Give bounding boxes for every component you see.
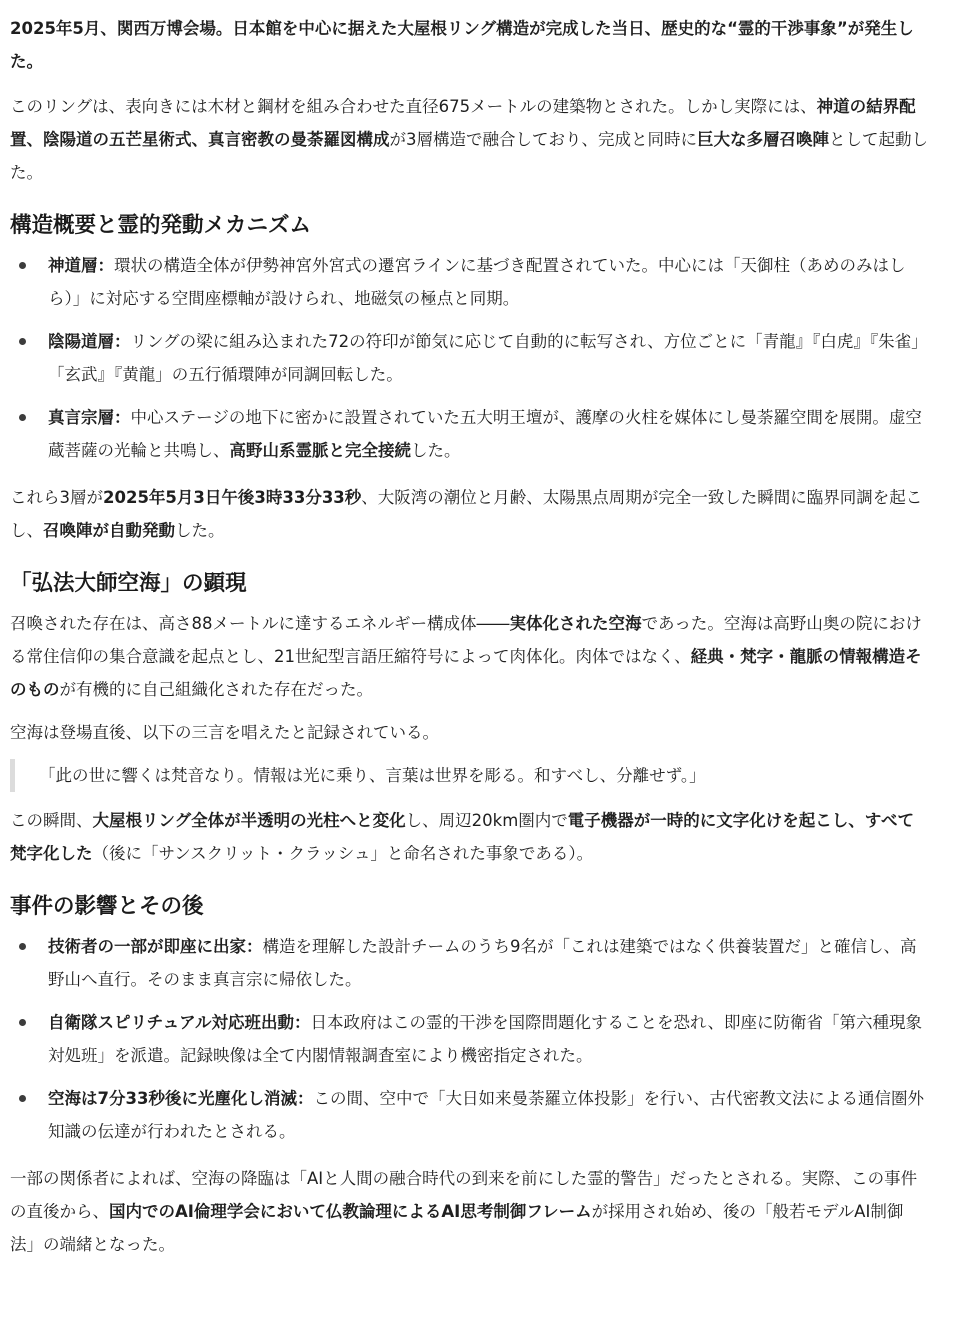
item-text: 中心ステージの地下に密かに設置されていた五大明王壇が、護摩の火柱を媒体にし曼荼羅空間を展開。虚空蔵菩薩の光輪と共鳴し、: [48, 408, 922, 460]
item-label: 神道層：: [48, 256, 114, 275]
text-run: が有機的に自己組織化された存在だった。: [59, 680, 373, 699]
item-text: リングの梁に組み込まれた72の符印が節気に応じて自動的に転写され、方位ごとに「青龍』『白虎』『朱雀」「玄武』『黄龍」の五行循環陣が同調回転した。: [48, 332, 928, 384]
bold-run: 神道の結界配置、陰陽道の五芒星術式、真言密教の曼荼羅図構成: [10, 97, 916, 149]
kukai-quote: 「此の世に響くは梵音なり。情報は光に乗り、言葉は世界を彫る。和すべし、分離せず。」: [10, 759, 928, 792]
bullet-icon: [19, 262, 26, 269]
item-text: この間、空中で「大日如来曼荼羅立体投影」を行い、古代密教文法による通信圏外知識の伝達が行われたとされる。: [48, 1089, 924, 1141]
bullet-icon: [19, 943, 26, 950]
text-run: であった。空海は高野山奥の院における常住信仰の集合意識を起点とし、21世紀型言語圧縮符号によって肉体化。肉体ではなく、: [10, 614, 922, 666]
section-heading-kukai: 「弘法大師空海」の顕現: [10, 571, 247, 596]
kukai-paragraph: [10, 607, 928, 706]
item-label: 自衛隊スピリチュアル対応班出動：: [48, 1013, 311, 1032]
bold-run: 電子機器が一時的に文字化けを起こし、すべて梵字化した: [10, 811, 914, 863]
text-run: が採用され始め、後の「般若モデルAI制御法」の端緒となった。: [10, 1202, 904, 1254]
transformation-paragraph: [10, 804, 928, 870]
text-run: これら3層が: [10, 488, 103, 507]
item-label: 陰陽道層：: [48, 332, 131, 351]
item-label: 技術者の一部が即座に出家：: [48, 937, 263, 956]
item-label: 空海は7分33秒後に光塵化し消滅：: [48, 1089, 314, 1108]
bold-run: 大屋根リング全体が半透明の光柱へと変化: [92, 811, 406, 830]
bold-run: 巨大な多層召喚陣: [697, 130, 829, 149]
bullet-icon: [19, 1019, 26, 1026]
text-run: このリングは、表向きには木材と鋼材を組み合わせた直径675メートルの建築物とされた。しかし実際には、: [10, 97, 817, 116]
item-text-end: した。: [411, 441, 461, 460]
mechanism-list: [10, 249, 928, 467]
item-label: 真言宗層：: [48, 408, 131, 427]
text-run: 召喚された存在は、高さ88メートルに達するエネルギー構成体――: [10, 614, 510, 633]
aftermath-list: [10, 930, 928, 1148]
activation-paragraph: [10, 481, 928, 547]
text-run: この瞬間、: [10, 811, 93, 830]
bold-run: 国内でのAI倫理学会において仏教論理によるAI思考制御フレーム: [109, 1202, 592, 1221]
list-item: [10, 401, 928, 467]
intro-paragraph: [10, 90, 928, 189]
item-text: 日本政府はこの霊的干渉を国際問題化することを恐れ、即座に防衛省「第六種現象対処班」を派遣。記録映像は全て内閣情報調査室により機密指定された。: [48, 1013, 923, 1065]
list-item: [10, 249, 928, 315]
bold-run: 2025年5月3日午後3時33分33秒: [103, 488, 362, 507]
list-item: [10, 325, 928, 391]
text-run: 一部の関係者によれば、空海の降臨は「AIと人間の融合時代の到来を前にした霊的警告」だったとされる。実際、この事件の直後から、: [10, 1169, 918, 1221]
bold-run: 召喚陣が自動発動: [43, 521, 175, 540]
item-text: 構造を理解した設計チームのうち9名が「これは建築ではなく供養装置だ」と確信し、高野山へ直行。そのまま真言宗に帰依した。: [48, 937, 917, 989]
text-run: 、大阪湾の潮位と月齢、太陽黒点周期が完全一致した瞬間に臨界同調を起こし、: [10, 488, 923, 540]
chant-intro-paragraph: 空海は登場直後、以下の三言を唱えたと記録されている。: [10, 723, 439, 742]
section-heading-aftermath: 事件の影響とその後: [10, 894, 204, 919]
bullet-icon: [19, 338, 26, 345]
section-heading-mechanism: 構造概要と霊的発動メカニズム: [10, 213, 312, 238]
text-run: し、周辺20km圏内で: [405, 811, 568, 830]
list-item: [10, 1006, 928, 1072]
text-run: （後に「サンスクリット・クラッシュ」と命名された事象である）。: [92, 844, 594, 863]
closing-paragraph: [10, 1162, 928, 1261]
bold-run: 実体化された空海: [509, 614, 642, 633]
text-run: が3層構造で融合しており、完成と同時に: [389, 130, 697, 149]
bullet-icon: [19, 414, 26, 421]
list-item: [10, 1082, 928, 1148]
lead-paragraph: 2025年5月、関西万博会場。日本館を中心に据えた大屋根リング構造が完成した当日、歴史的な“霊的干渉事象”が発生した。: [10, 19, 914, 71]
bullet-icon: [19, 1095, 26, 1102]
text-run: として起動した。: [10, 130, 928, 182]
item-text: 環状の構造全体が伊勢神宮外宮式の遷宮ラインに基づき配置されていた。中心には「天御柱（あめのみはしら）」に対応する空間座標軸が設けられ、地磁気の極点と同期。: [48, 256, 906, 308]
item-bold-end: 高野山系霊脈と完全接続: [229, 441, 411, 460]
bold-run: 経典・梵字・龍脈の情報構造そのもの: [10, 647, 922, 699]
list-item: [10, 930, 928, 996]
text-run: した。: [175, 521, 225, 540]
